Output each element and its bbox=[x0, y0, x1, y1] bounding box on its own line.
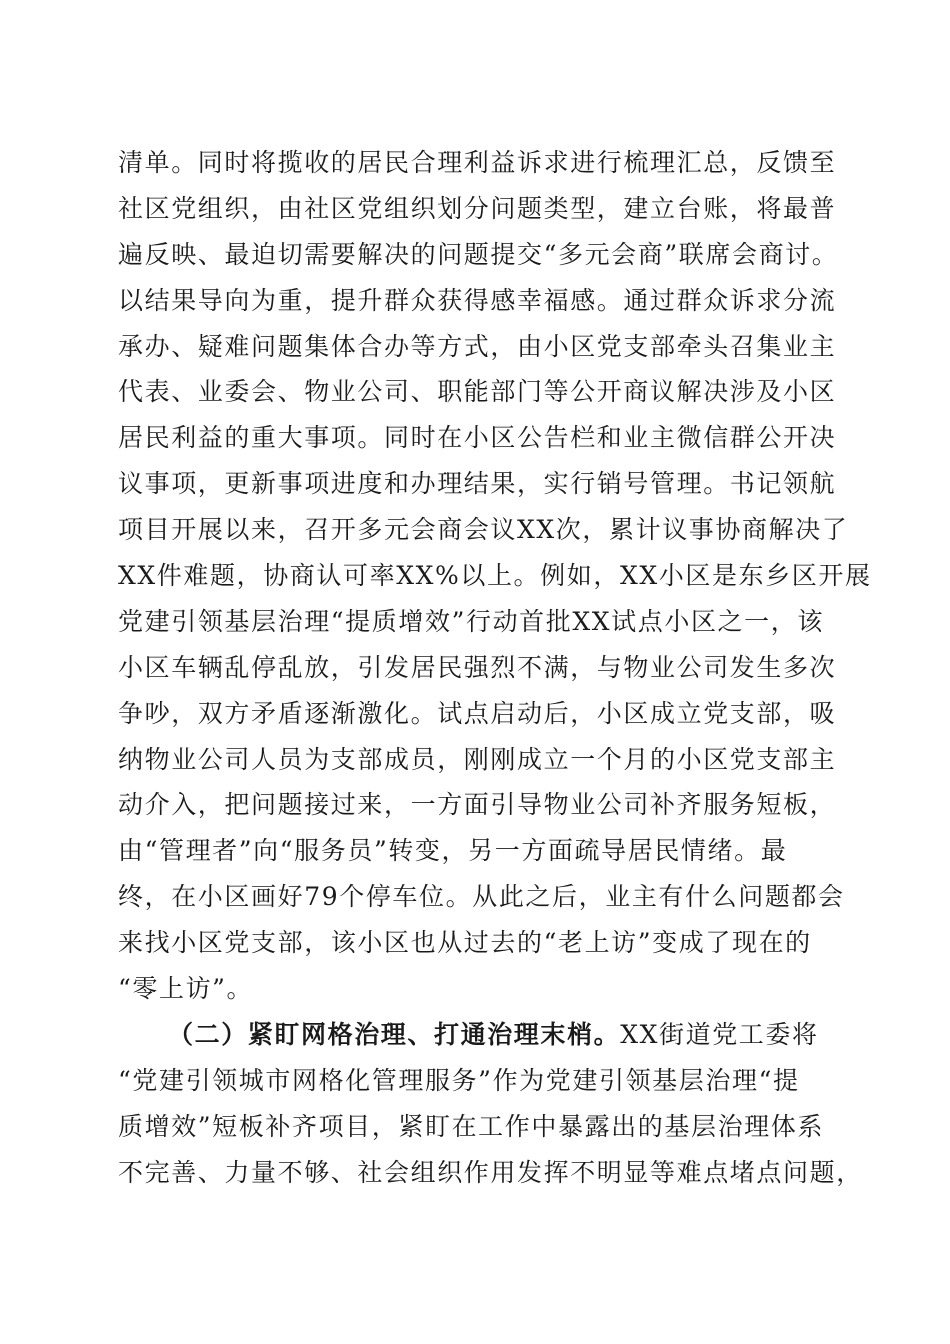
paragraph-line: 项目开展以来，召开多元会商会议XX次，累计议事协商解决了 bbox=[118, 515, 849, 545]
document-body bbox=[118, 140, 872, 1195]
paragraph-line: 动介入，把问题接过来，一方面引导物业公司补齐服务短板， bbox=[118, 790, 837, 820]
paragraph-line: 不完善、力量不够、社会组织作用发挥不明显等难点堵点问题， bbox=[118, 1157, 863, 1187]
paragraph-line: XX件难题，协商认可率XX%以上。例如，XX小区是东乡区开展 bbox=[118, 561, 872, 591]
paragraph-line: 质增效”短板补齐项目，紧盯在工作中暴露出的基层治理体系 bbox=[118, 1111, 824, 1141]
paragraph-line: 终，在小区画好79个停车位。从此之后，业主有什么问题都会 bbox=[118, 882, 845, 912]
paragraph-line: 小区车辆乱停乱放，引发居民强烈不满，与物业公司发生多次 bbox=[118, 652, 837, 682]
paragraph-line: 争吵，双方矛盾逐渐激化。试点启动后，小区成立党支部，吸 bbox=[118, 698, 837, 728]
paragraph-line: 清单。同时将揽收的居民合理利益诉求进行梳理汇总，反馈至 bbox=[118, 148, 837, 177]
paragraph-line: “零上访”。 bbox=[118, 974, 254, 1004]
paragraph-line: 党建引领基层治理“提质增效”行动首批XX试点小区之一，该 bbox=[118, 606, 824, 636]
paragraph-line: 遍反映、最迫切需要解决的问题提交“多元会商”联席会商讨。 bbox=[118, 239, 839, 269]
paragraph-line: 以结果导向为重，提升群众获得感幸福感。通过群众诉求分流 bbox=[118, 285, 837, 315]
paragraph-line: 代表、业委会、物业公司、职能部门等公开商议解决涉及小区 bbox=[118, 377, 837, 407]
paragraph-line: 议事项，更新事项进度和办理结果，实行销号管理。书记领航 bbox=[118, 469, 837, 499]
paragraph-line: 社区党组织，由社区党组织划分问题类型，建立台账，将最普 bbox=[118, 193, 837, 223]
section-heading-line bbox=[118, 1012, 858, 1058]
paragraph-line: 承办、疑难问题集体合办等方式，由小区党支部牵头召集业主 bbox=[118, 331, 837, 361]
section-heading: （二）紧盯网格治理、打通治理末梢。 bbox=[168, 1019, 621, 1049]
paragraph-line: 纳物业公司人员为支部成员，刚刚成立一个月的小区党支部主 bbox=[118, 744, 837, 774]
paragraph-line: 居民利益的重大事项。同时在小区公告栏和业主微信群公开决 bbox=[118, 423, 837, 453]
paragraph-line: 由“管理者”向“服务员”转变，另一方面疏导居民情绪。最 bbox=[118, 836, 788, 866]
paragraph-line: “党建引领城市网格化管理服务”作为党建引领基层治理“提 bbox=[118, 1065, 800, 1095]
paragraph-line: 来找小区党支部，该小区也从过去的“老上访”变成了现在的 bbox=[118, 928, 812, 958]
section-heading-rest: XX街道党工委将 bbox=[620, 1019, 819, 1049]
